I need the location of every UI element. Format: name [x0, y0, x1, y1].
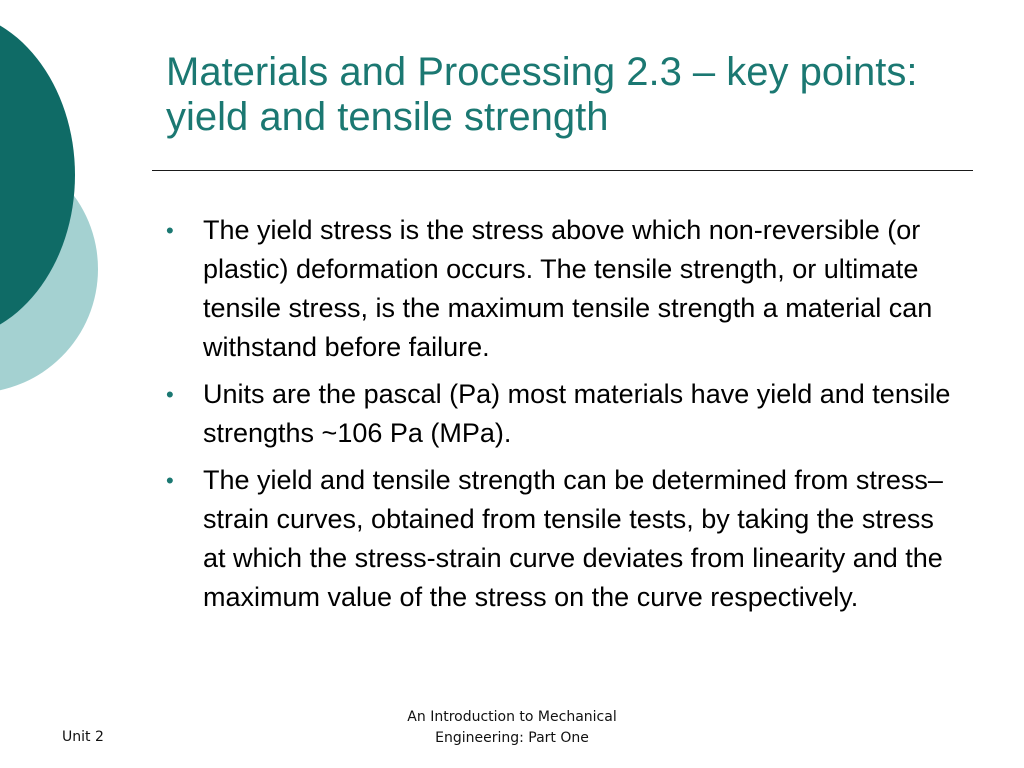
bullet-list: [166, 211, 956, 625]
bullet-icon: •: [166, 468, 174, 493]
footer-unit-label: Unit 2: [62, 729, 104, 745]
bullet-icon: •: [166, 382, 174, 407]
title-divider: [152, 170, 973, 171]
slide-title: Materials and Processing 2.3 – key points: yield and tensile strength: [166, 50, 918, 139]
footer-course-line-1: An Introduction to Mechanical: [407, 709, 617, 725]
bullet-text: The yield and tensile strength can be determined from stress–strain curves, obtained from tensile tests, by taking the stress at which the stress-strain curve deviates from linearity and the maximum value of the stress on the curve respectively.: [203, 465, 943, 612]
bullet-text: The yield stress is the stress above which non-reversible (or plastic) deformation occurs. The tensile strength, or ultimate tensile stress, is the maximum tensile strength a material can withstand before failure.: [203, 215, 933, 362]
footer-course-line-2: Engineering: Part One: [435, 730, 589, 746]
bullet-text: Units are the pascal (Pa) most materials have yield and tensile strengths ~106 Pa (MPa).: [203, 379, 951, 448]
footer-course-title: [362, 707, 662, 749]
bullet-item: [166, 461, 956, 617]
bullet-icon: •: [166, 218, 174, 243]
bullet-item: [166, 375, 956, 453]
bullet-item: [166, 211, 956, 367]
